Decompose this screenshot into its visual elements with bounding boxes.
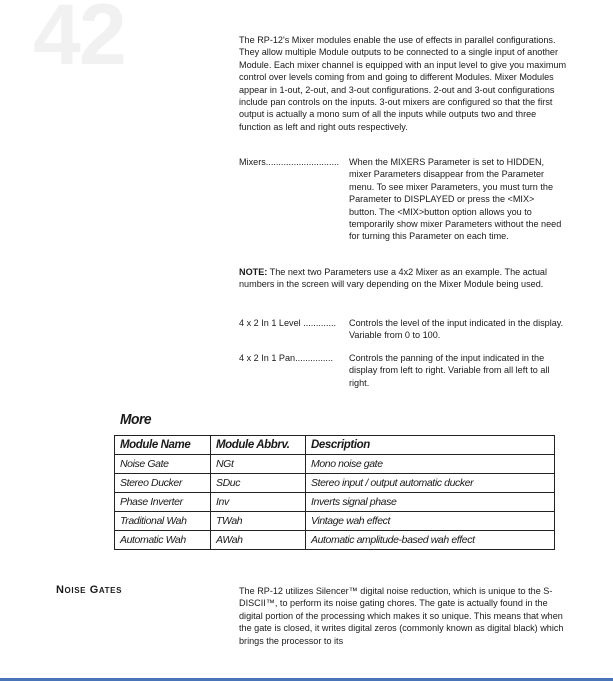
param-in1-pan xyxy=(239,352,564,389)
note-paragraph xyxy=(239,266,564,291)
cell-module-name: Automatic Wah xyxy=(115,531,211,550)
cell-module-abbrv: TWah xyxy=(211,512,306,531)
cell-description: Automatic amplitude-based wah effect xyxy=(306,531,555,550)
param-name: 4 x 2 In 1 Level ............. xyxy=(239,318,337,328)
more-heading: More xyxy=(120,411,152,428)
noise-gates-heading: Noise Gates xyxy=(56,584,123,596)
cell-module-abbrv: NGt xyxy=(211,455,306,474)
noise-gates-paragraph: The RP-12 utilizes Silencer™ digital noise reduction, which is unique to the S-DISCII™, to perform its noise gating chores. The gate is actually found in the digital portion of the processing which makes it so unique. This means that when the gate is closed, it writes digital zeros (commonly known as digital black) which brings the processor to its xyxy=(239,586,564,646)
param-description: Controls the panning of the input indicated in the display from left to right. Variable from all left to all right. xyxy=(349,353,550,388)
column-header-module-name: Module Name xyxy=(115,436,211,455)
cell-description: Mono noise gate xyxy=(306,455,555,474)
param-description: Controls the level of the input indicated in the display. Variable from 0 to 100. xyxy=(349,318,564,341)
cell-module-name: Noise Gate xyxy=(115,455,211,474)
cell-description: Inverts signal phase xyxy=(306,493,555,512)
cell-module-name: Traditional Wah xyxy=(115,512,211,531)
column-header-description: Description xyxy=(306,436,555,455)
param-mixers xyxy=(239,156,564,243)
table-row xyxy=(115,512,555,531)
page-number: 42 xyxy=(33,0,125,83)
cell-description: Stereo input / output automatic ducker xyxy=(306,474,555,493)
param-name: 4 x 2 In 1 Pan............... xyxy=(239,353,334,363)
column-header-module-abbrv: Module Abbrv. xyxy=(211,436,306,455)
cell-module-abbrv: SDuc xyxy=(211,474,306,493)
param-description: When the MIXERS Parameter is set to HIDDEN, mixer Parameters disappear from the Parameter menu. To see mixer Parameters, you must turn the Parameter to DISPLAYED or press the <MIX> button. The <MIX>button option allows you to temporarily show mixer Parameters without the need for turning this Parameter on each time. xyxy=(349,157,562,242)
cell-module-abbrv: AWah xyxy=(211,531,306,550)
note-text: The next two Parameters use a 4x2 Mixer as an example. The actual numbers in the screen will vary depending on the Mixer Module being used. xyxy=(239,267,547,290)
table-row xyxy=(115,474,555,493)
param-in1-level xyxy=(239,317,564,342)
cell-module-name: Stereo Ducker xyxy=(115,474,211,493)
table-row xyxy=(115,493,555,512)
cell-description: Vintage wah effect xyxy=(306,512,555,531)
table-row xyxy=(115,455,555,474)
table-header-row xyxy=(115,436,555,455)
module-table xyxy=(114,435,555,550)
param-name: Mixers............................. xyxy=(239,157,340,167)
note-label: NOTE: xyxy=(239,267,268,277)
intro-paragraph: The RP-12's Mixer modules enable the use of effects in parallel configurations. They allow multiple Module outputs to be connected to a single input of another Module. Each mixer channel is equipped with an input level to give you maximum control over levels coming from and going to different Modules. Mixer Modules appear in 1-out, 2-out, and 3-out configurations. 2-out and 3-out configurations include pan controls on the inputs. 3-out mixers are configured so that the first output is actually a mono sum of all the inputs while outputs two and three function as left and right outs respectively. xyxy=(239,35,567,132)
cell-module-name: Phase Inverter xyxy=(115,493,211,512)
table-row xyxy=(115,531,555,550)
cell-module-abbrv: Inv xyxy=(211,493,306,512)
